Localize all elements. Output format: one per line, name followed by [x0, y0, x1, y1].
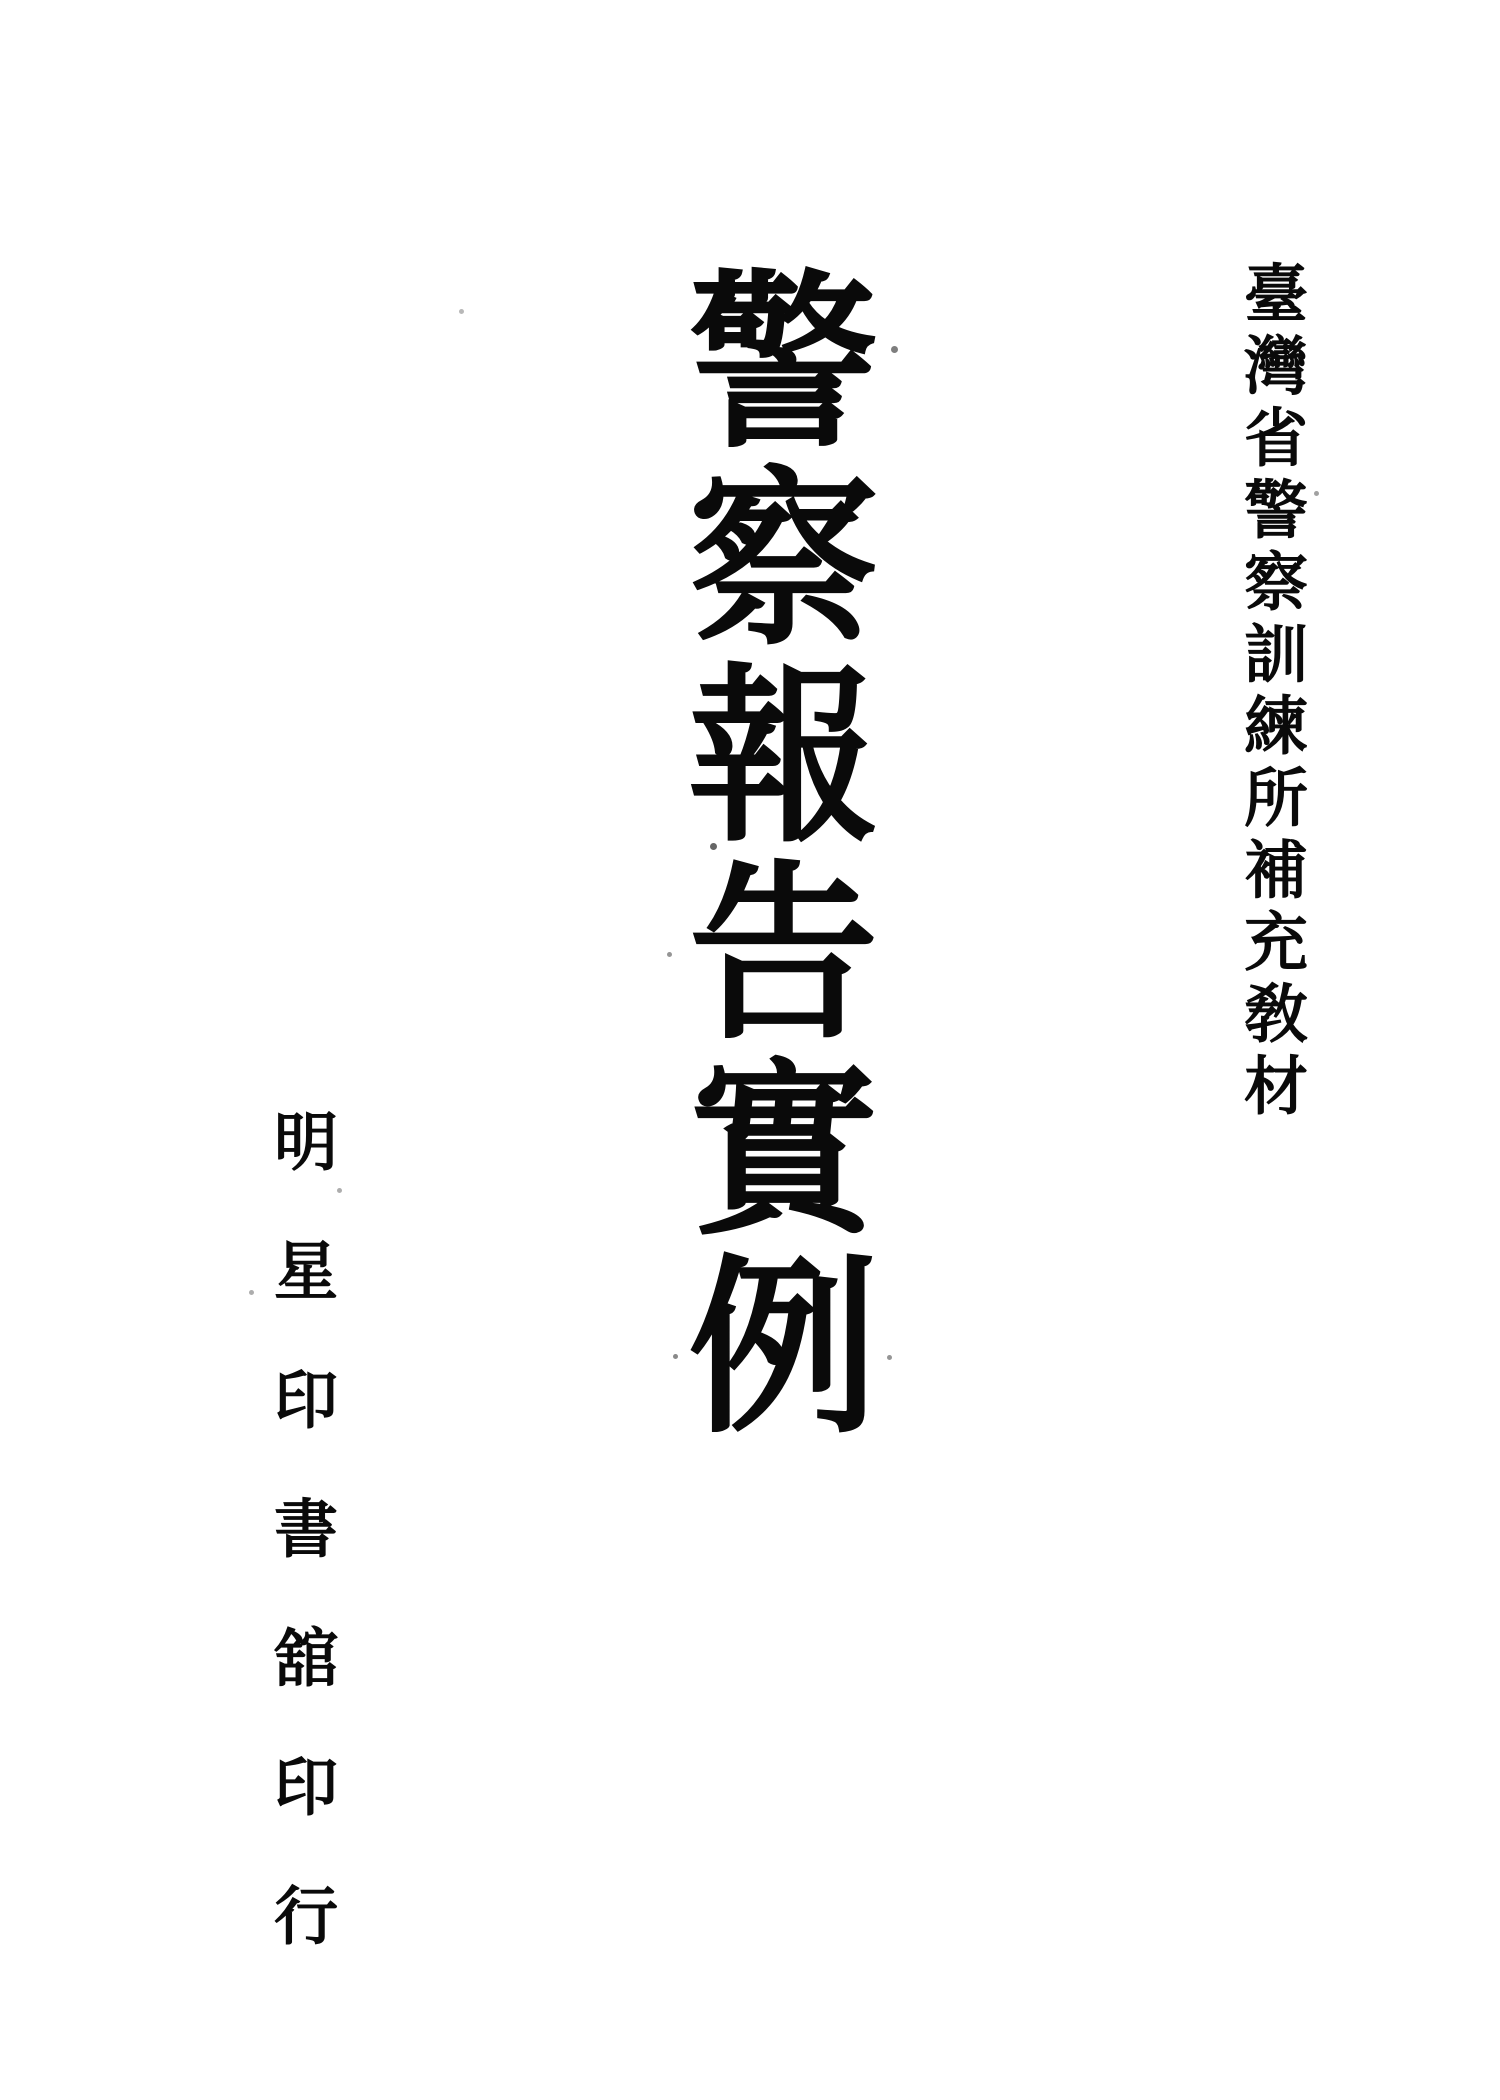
series-note-text: 臺灣省警察訓練所補充敎材: [1233, 260, 1308, 1124]
book-title: 警察報告實例: [657, 262, 880, 1444]
scan-noise-specks: [0, 0, 3, 3]
publisher-imprint-text: 明星印書舘印行: [263, 1108, 338, 2011]
